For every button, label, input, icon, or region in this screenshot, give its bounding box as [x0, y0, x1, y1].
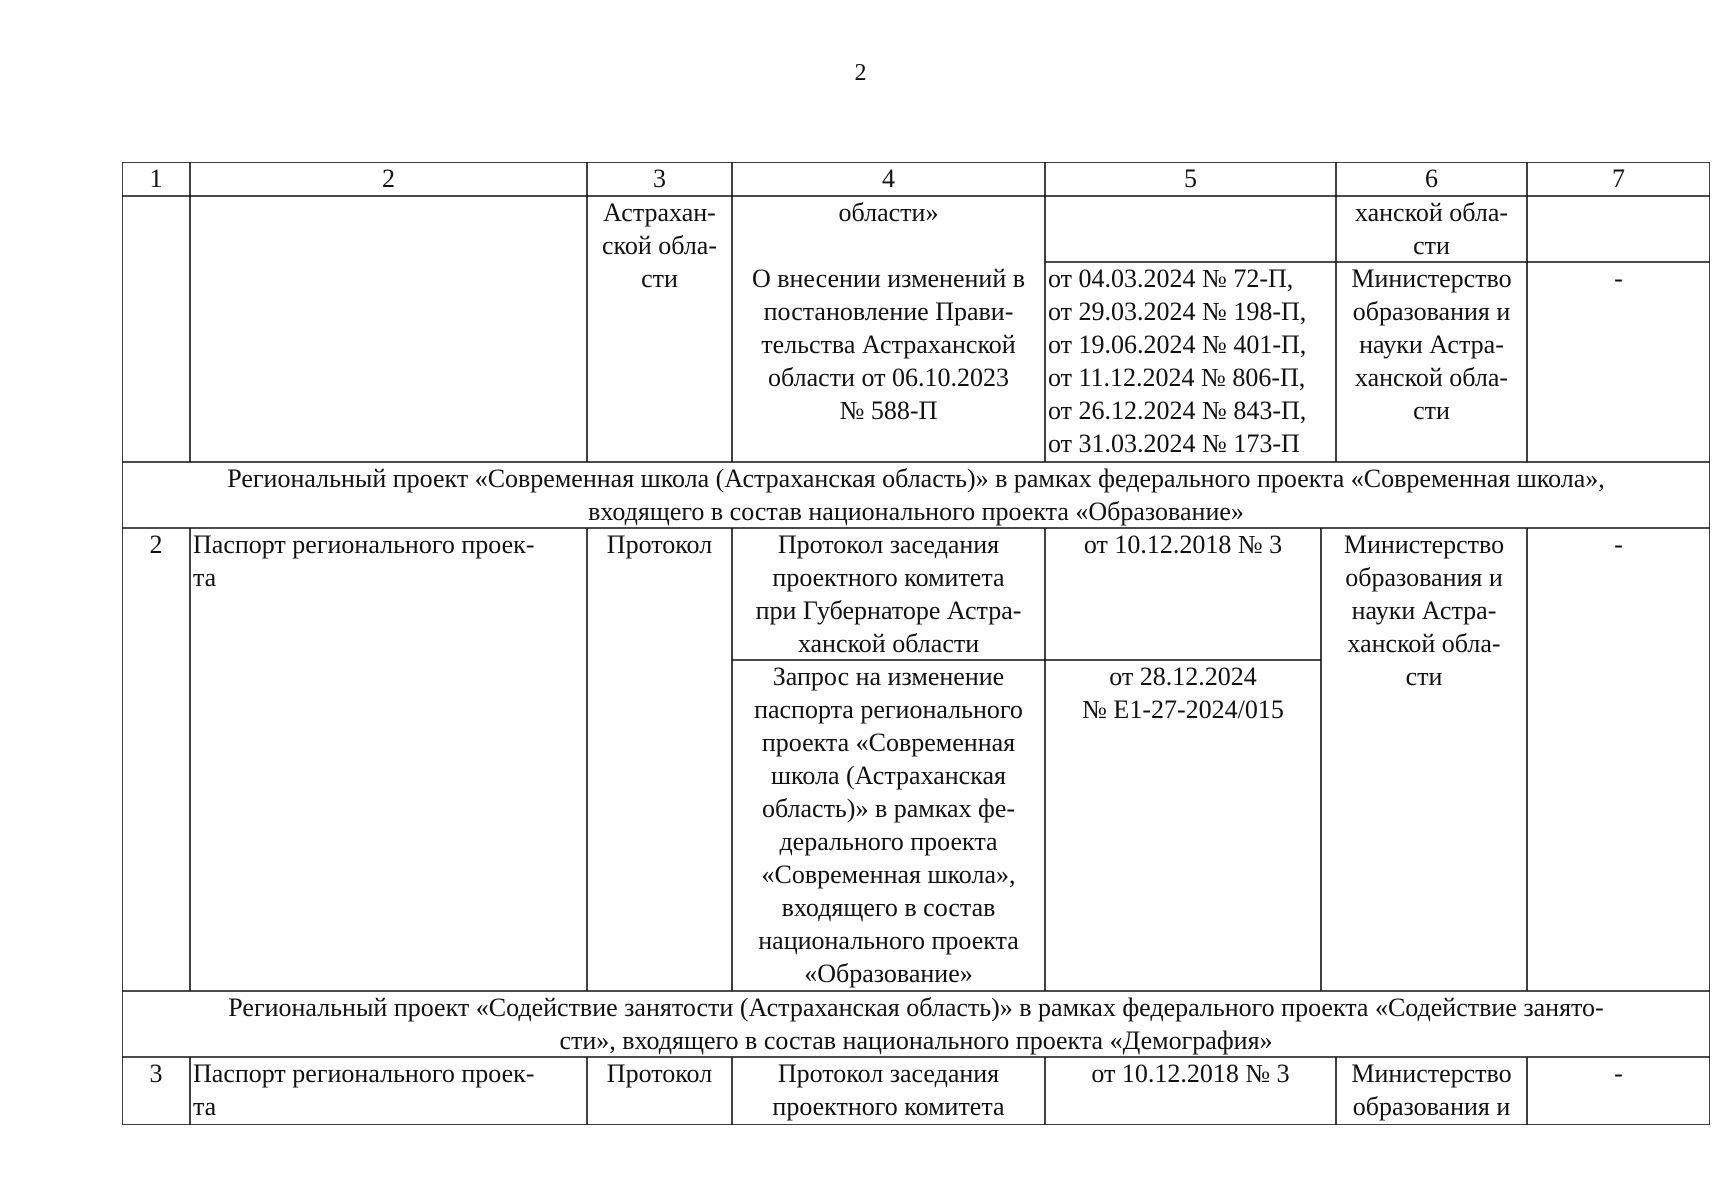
- row-3-number: 3: [149, 1059, 163, 1088]
- amendment-note: -: [1614, 264, 1623, 293]
- row-2-note: -: [1614, 530, 1623, 559]
- row-2-document-type: Протокол: [606, 530, 713, 559]
- header-col-1: 1: [149, 164, 163, 193]
- continuation-col6-top: ханской обла- сти: [1354, 198, 1509, 260]
- row-2-executor: Министерство образования и науки Астра- ханской обла- сти: [1343, 530, 1505, 691]
- row-2-change-request-details: от 28.12.2024 № Е1-27-2024/015: [1082, 662, 1284, 724]
- continuation-col3: Астрахан- ской обла- сти: [601, 198, 718, 293]
- document-table: [122, 162, 1710, 1125]
- continuation-col4-top: области»: [838, 198, 939, 227]
- header-col-3: 3: [653, 164, 666, 193]
- header-col-5: 5: [1184, 164, 1197, 193]
- row-2-protocol-details: от 10.12.2018 № 3: [1083, 530, 1283, 559]
- row-2-number: 2: [149, 530, 163, 559]
- section-heading-employment: Региональный проект «Содействие занятости (Астраханская область)» в рамках федерального проекта «Содействие занято- сти», входящего в состав национального проекта «Демография»: [228, 993, 1604, 1055]
- row-3-executor: Министерство образования и: [1351, 1059, 1512, 1121]
- header-col-2: 2: [382, 164, 395, 193]
- header-col-6: 6: [1425, 164, 1438, 193]
- amendment-dates: от 04.03.2024 № 72-П, от 29.03.2024 № 198-П, от 19.06.2024 № 401-П, от 11.12.2024 № 806-П, от 26.12.2024 № 843-П, от 31.03.2024 № 173-П: [1048, 264, 1307, 458]
- row-2-protocol-title: Протокол заседания проектного комитета при Губернаторе Астра- ханской области: [755, 530, 1022, 658]
- row-2-document-name: Паспорт регионального проек- та: [193, 530, 535, 592]
- row-3-protocol-title: Протокол заседания проектного комитета: [772, 1059, 1005, 1121]
- amendment-executor: Министерство образования и науки Астра- ханской обла- сти: [1351, 264, 1512, 425]
- amendment-title: О внесении изменений в постановление Прави- тельства Астраханской области от 06.10.2023 № 588-П: [751, 264, 1026, 425]
- row-3-protocol-details: от 10.12.2018 № 3: [1091, 1059, 1290, 1088]
- row-2-change-request-title: Запрос на изменение паспорта регионального проекта «Современная школа (Астраханская область)» в рамках фе- дерального проекта «Современная школа», входящего в состав национального проекта «Образование»: [754, 662, 1023, 988]
- row-3-note: -: [1614, 1059, 1623, 1088]
- header-col-4: 4: [882, 164, 895, 193]
- header-col-7: 7: [1612, 164, 1625, 193]
- page-number: 2: [854, 60, 867, 86]
- section-heading-modern-school: Региональный проект «Современная школа (Астраханская область)» в рамках федерального проекта «Современная школа», входящего в состав национального проекта «Образование»: [227, 464, 1605, 526]
- row-3-document-type: Протокол: [606, 1059, 713, 1088]
- row-3-document-name: Паспорт регионального проек- та: [193, 1059, 535, 1121]
